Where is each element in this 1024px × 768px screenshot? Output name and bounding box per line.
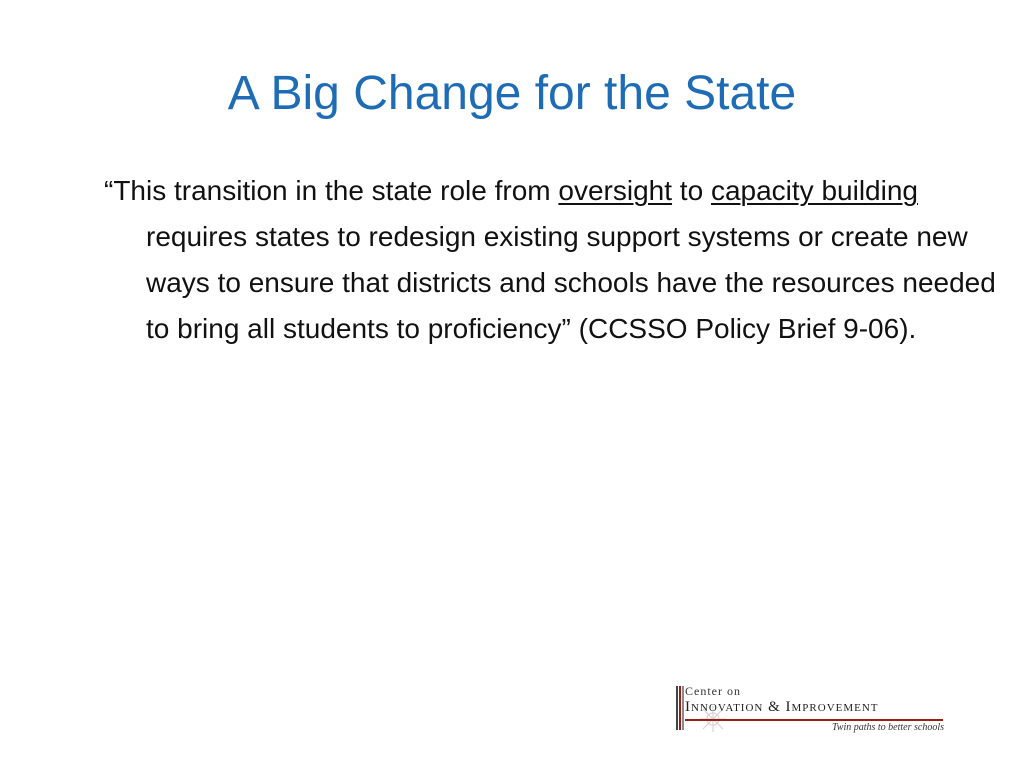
logo-line-center-on: Center on xyxy=(685,684,741,698)
quote-paragraph xyxy=(104,168,996,352)
quote-text-part2: to xyxy=(672,175,711,206)
quote-underlined-capacity-building: capacity building xyxy=(710,175,918,206)
logo-line-innovation: Innovation & Improvement xyxy=(685,699,879,715)
logo-bar-red xyxy=(679,686,681,730)
logo-bar-light xyxy=(682,686,684,730)
logo-tagline: Twin paths to better schools xyxy=(831,722,944,733)
slide-title: A Big Change for the State xyxy=(227,67,797,120)
quote-underlined-oversight: oversight xyxy=(558,175,673,206)
logo-underline xyxy=(685,719,943,721)
logo-bar-dark xyxy=(676,686,678,730)
quote-text-part3: requires states to redesign existing support systems or create new ways to ensure that districts and schools have the resources needed to bring all students to proficiency” (CCSSO Policy Brief 9-06). xyxy=(146,221,996,344)
quote-text-part1: “This transition in the state role from xyxy=(104,175,559,206)
center-on-innovation-logo xyxy=(676,684,946,742)
logo-bars-icon xyxy=(676,686,682,730)
